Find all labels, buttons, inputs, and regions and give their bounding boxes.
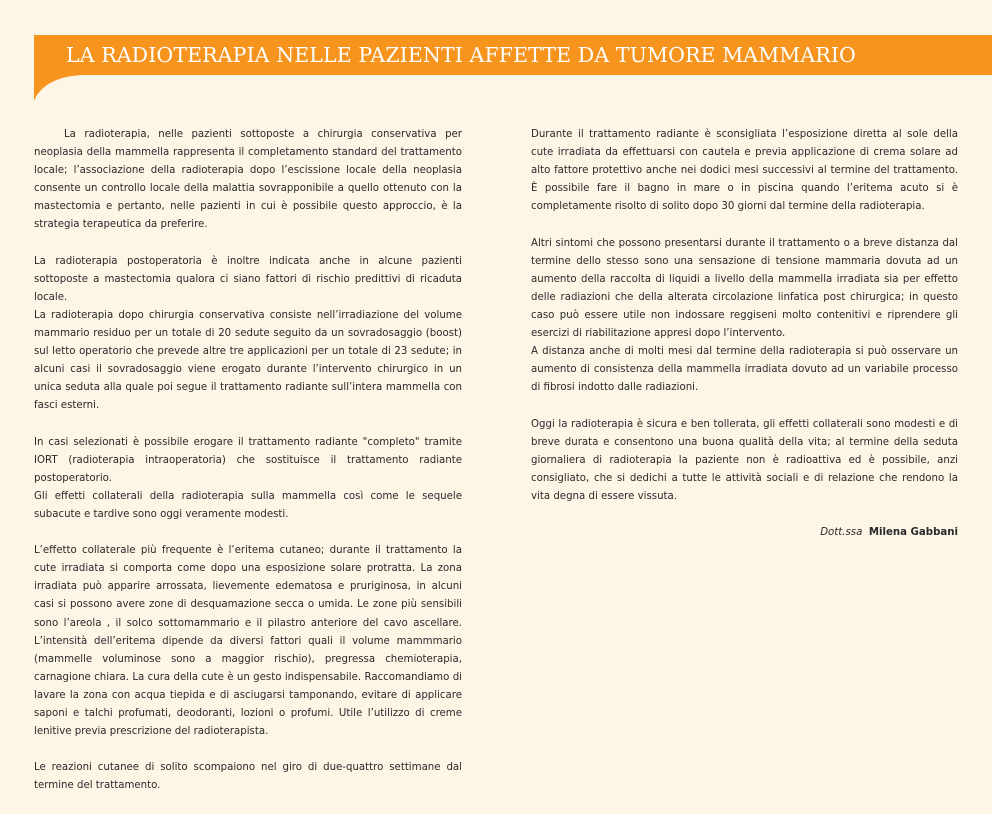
paragraph-other-symptoms: [531, 235, 958, 398]
paragraph-skin-reactions: [34, 759, 462, 795]
right-column: [531, 126, 958, 560]
paragraph-postoperative: [34, 253, 462, 416]
paragraph-text: La radioterapia postoperatoria è inoltre indicata anche in alcune pazienti sottoposte a mastectomia qualora ci siano fattori di rischio predittivi di ricaduta locale.: [34, 255, 462, 303]
paragraph-erythema: [34, 542, 462, 741]
paragraph-conclusion: [531, 416, 958, 506]
page-title: LA RADIOTERAPIA NELLE PAZIENTI AFFETTE DA TUMORE MAMMARIO: [66, 43, 856, 67]
paragraph-text: Oggi la radioterapia è sicura e ben tollerata, gli effetti collaterali sono modesti e di breve durata e consentono una buona qualità della vita; al termine della seduta giornaliera di radioterapia la paziente non è radioattiva ed è possibile, anzi consigliato, che si dedichi a tutte le attività sociali e di relazione che rendono la vita degna di essere vissuta.: [531, 418, 958, 502]
paragraph-text: L’effetto collaterale più frequente è l’eritema cutaneo; durante il trattamento la cute irradiata si comporta come dopo una esposizione solare protratta. La zona irradiata può apparire arrossata, lievemente edematosa e pruriginosa, in alcuni casi si possono avere zone di desquamazione secca o umida. Le zone più sensibili sono l’areola , il solco sottomammario e il pilastro anteriore del cavo ascellare. L’intensità dell’eritema dipende da diversi fattori quali il volume mammmario (mammelle voluminose sono a maggior rischio), pregressa chemioterapia, carnagione chiara. La cura della cute è un gesto indispensabile. Raccomandiamo di lavare la zona con acqua tiepida e di asciugarsi tamponando, evitare di applicare saponi e talchi profumati, deodoranti, lozioni o profumi. Utile l’utilizzo di creme lenitive previa prescrizione del radioterapista.: [34, 545, 462, 738]
paragraph-text: Altri sintomi che possono presentarsi durante il trattamento o a breve distanza dal termine dello stesso sono una sensazione di tensione mammaria dovuta ad un aumento della raccolta di liquidi a livello della mammella irradiata sia per effetto delle radiazioni che della alterata circolazione linfatica post chirurgica; in questo caso può essere utile non indossare reggiseni molto contenitivi e riprendere gli esercizi di riabilitazione appresi dopo l’intervento.: [531, 237, 958, 340]
signature: [531, 524, 958, 542]
left-column: [34, 126, 462, 814]
paragraph-text: Durante il trattamento radiante è sconsigliata l’esposizione diretta al sole della cute irradiata da effettuarsi con cautela e previa applicazione di crema solare ad alto fattore protettivo anche nei dodici mesi successivi al termine del trattamento. È possibile fare il bagno in mare o in piscina quando l’eritema acuto si è completamente risolto di solito dopo 30 giorni dal termine della radioterapia.: [531, 129, 958, 213]
signature-name: Milena Gabbani: [868, 527, 958, 539]
paragraph-text: A distanza anche di molti mesi dal termine della radioterapia si può osservare un aumento di consistenza della mammella irradiata dovuto ad un variabile processo di fibrosi indotto dalle radiazioni.: [531, 346, 958, 394]
paragraph-text: La radioterapia dopo chirurgia conservativa consiste nell’irradiazione del volume mammario residuo per un totale di 20 sedute seguito da un sovradosaggio (boost) sul letto operatorio che prevede altre tre applicazioni per un totale di 23 sedute; in alcuni casi il sovradosaggio viene erogato durante l’intervento chirurgico in un unica seduta alla quale poi segue il trattamento radiante sull’intera mammella con fasci esterni.: [34, 309, 462, 412]
signature-role: Dott.ssa: [820, 527, 863, 539]
paragraph-text: La radioterapia, nelle pazienti sottoposte a chirurgia conservativa per neoplasia della mammella rappresenta il completamento standard del trattamento locale; l’associazione della radioterapia dopo l’escissione locale della neoplasia consente un controllo locale della malattia sovrapponibile a quello ottenuto con la mastectomia e pertanto, nelle pazienti in cui è possibile questo approccio, è la strategia terapeutica da preferire.: [34, 129, 462, 231]
paragraph-sun-exposure: [531, 126, 958, 216]
paragraph-intro: [34, 126, 462, 235]
paragraph-iort: [34, 434, 462, 524]
paragraph-text: Le reazioni cutanee di solito scompaiono nel giro di due-quattro settimane dal termine del trattamento.: [34, 762, 462, 792]
paragraph-text: Gli effetti collaterali della radioterapia sulla mammella così come le sequele subacute e tardive sono oggi veramente modesti.: [34, 490, 462, 520]
paragraph-text: In casi selezionati è possibile erogare il trattamento radiante "completo" tramite IORT (radioterapia intraoperatoria) che sostituisce il trattamento radiante postoperatorio.: [34, 436, 462, 484]
